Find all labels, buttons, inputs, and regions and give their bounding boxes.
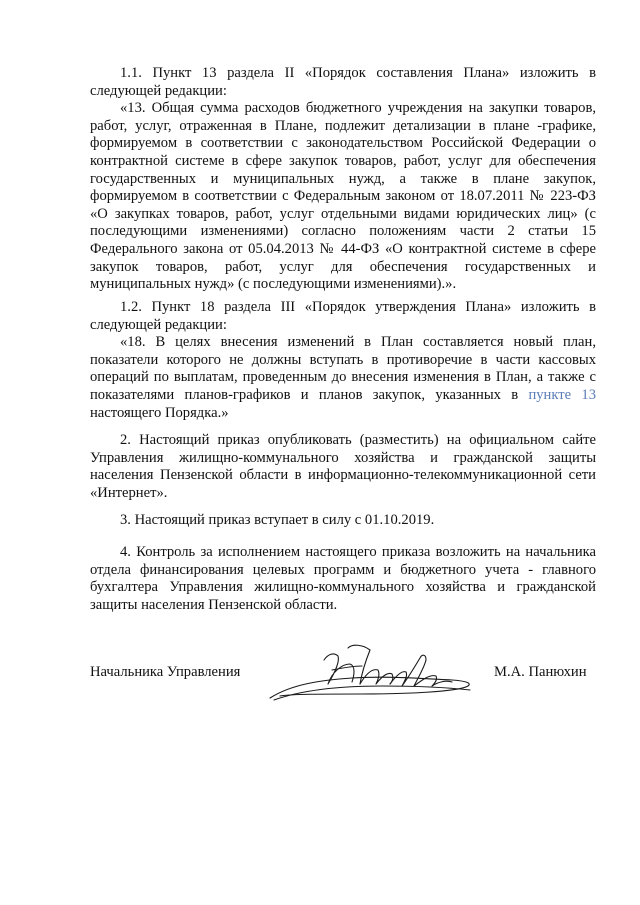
- section-1-1: [90, 65, 596, 294]
- paragraph-3: [90, 512, 596, 530]
- effective-date-paragraph: 3. Настоящий приказ вступает в силу с 01.10.2019.: [120, 512, 435, 528]
- signatory-position: Начальника Управления: [90, 664, 241, 680]
- item-1-2-quote-text: «18. В целях внесения изменений в План составляется новый план, показатели которого не должны вступать в противоречие в части кассовых операций по выплатам, проведенным до внесения изменения в План, а также с показателями планов-графиков и планов закупок, указанных в: [90, 334, 596, 403]
- handwritten-signature: [262, 640, 482, 710]
- signatory-name: М.А. Панюхин: [494, 664, 587, 680]
- control-paragraph: 4. Контроль за исполнением настоящего приказа возложить на начальника отдела финансирования целевых программ и бюджетного учета - главного бухгалтера Управления жилищно-коммунального хозяйства и гражданской защиты населения Пензенской области.: [90, 544, 596, 613]
- item-1-1-quote: «13. Общая сумма расходов бюджетного учреждения на закупки товаров, работ, услуг, отраженная в Плане, подлежит детализации в плане -графике, формируемом в соответствии с законодательством Российской Федерации о контрактной системе в сфере закупок товаров, работ, услуг для обеспечения государственных и муниципальных нужд, а также в плане закупок, формируемом в соответствии с Федеральным законом от 18.07.2011 № 223-ФЗ «О закупках товаров, работ, услуг отдельными видами юридических лиц» (с последующими изменениями) согласно положениям части 2 статьи 15 Федерального закона от 05.04.2013 № 44-ФЗ «О контрактной системе в сфере закупок товаров, работ, услуг для обеспечения государственных и муниципальных нужд» (с последующими изменениями).».: [90, 100, 596, 293]
- point-13-link[interactable]: пункте 13: [528, 386, 596, 403]
- item-1-2-heading: 1.2. Пункт 18 раздела III «Порядок утверждения Плана» изложить в следующей редакции:: [90, 299, 596, 333]
- item-1-2-quote-tail: настоящего Порядка.»: [90, 404, 229, 421]
- paragraph-2: [90, 432, 596, 502]
- item-1-1-heading: 1.1. Пункт 13 раздела II «Порядок составления Плана» изложить в следующей редакции:: [90, 65, 596, 99]
- publication-paragraph: 2. Настоящий приказ опубликовать (разместить) на официальном сайте Управления жилищно-коммунального хозяйства и гражданской защиты населения Пензенской области в информационно-телекоммуникационной сети «Интернет».: [90, 432, 596, 501]
- paragraph-4: [90, 544, 596, 614]
- section-1-2: [90, 299, 596, 422]
- item-1-2-quote: [90, 334, 596, 422]
